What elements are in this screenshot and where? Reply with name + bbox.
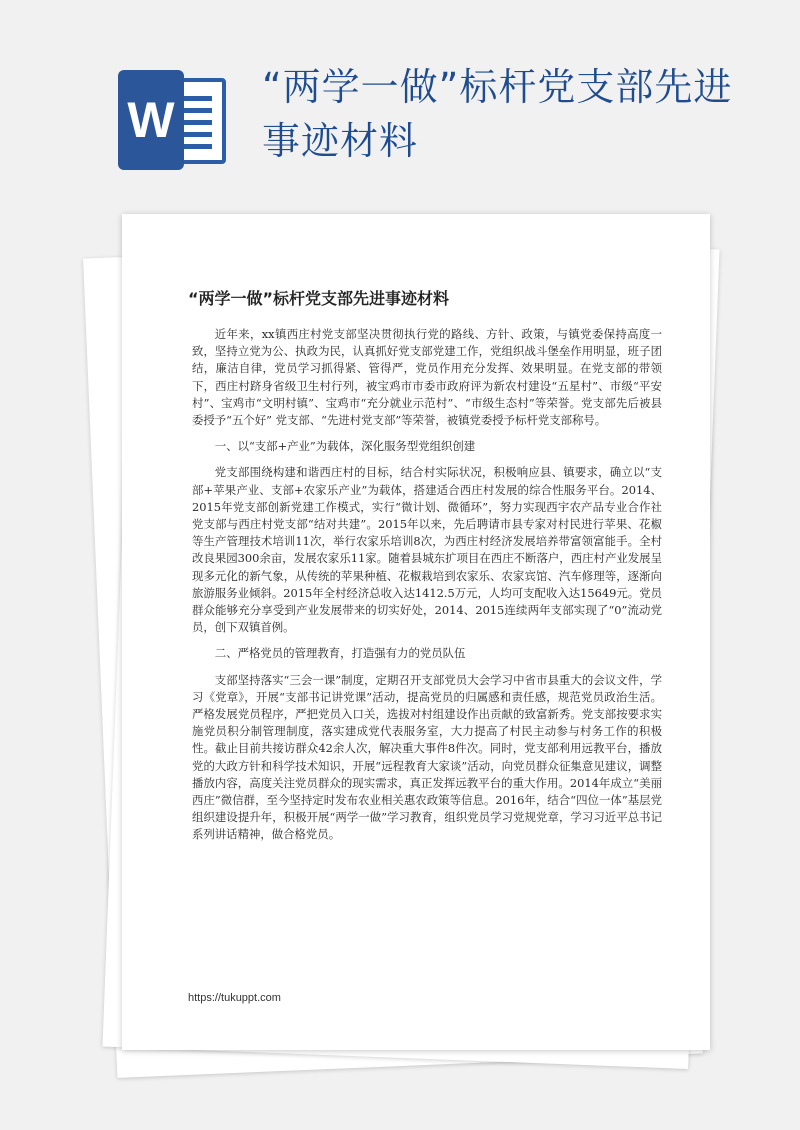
banner-title: “两学一做”标杆党支部先进事迹材料 [262, 65, 733, 163]
word-document-icon [118, 70, 226, 170]
banner [0, 0, 800, 190]
document-page [122, 214, 710, 1050]
section-heading-1: 一、以“支部+产业”为载体，深化服务型党组织创建 [214, 439, 476, 454]
document-body [192, 326, 662, 844]
paragraph-intro: 近年来，xx镇西庄村党支部坚决贯彻执行党的路线、方针、政策，与镇党委保持高度一致，坚持立党为公、执政为民，认真抓好党支部党建工作，党组织战斗堡垒作用明显，班子团结，廉洁自律，党员学习抓得紧、管得严，党员作用充分发挥、效果明显。在党支部的带领下，西庄村跻身省级卫生村行列，被宝鸡市市委市政府评为新农村建设“五星村”、市级“平安村”、宝鸡市“文明村镇”、宝鸡市“充分就业示范村”、“市级生态村”等荣誉。党支部先后被县委授予“五个好” 党支部、“先进村党支部”等荣誉，被镇党委授予标杆党支部称号。 [192, 327, 662, 428]
section-heading-2: 二、严格党员的管理教育，打造强有力的党员队伍 [214, 646, 466, 661]
word-badge: W [118, 70, 184, 170]
paragraph-section-1: 党支部围绕构建和谐西庄村的目标，结合村实际状况，积极响应县、镇要求，确立以“支部+苹果产业、支部+农家乐产业”为载体，搭建适合西庄村发展的综合性服务平台。2014、2015年党支部创新党建工作模式，实行“微计划、微循环”，努力实现西宇农产品专业合作社党支部与西庄村党支部“结对共建”。2015年以来，先后聘请市县专家对村民进行苹果、花椒等生产管理技术培训11次，举行农家乐培训8次，为西庄村经济发展培养带富领富能手。全村改良果园300余亩，发展农家乐11家。随着县城东扩项目在西庄不断落户，西庄村产业发展呈现多元化的新气象，从传统的苹果种植、花椒栽培到农家乐、农家宾馆、汽车修理等，逐渐向旅游服务业倾斜。2015年全村经济总收入达1412.5万元，人均可支配收入达15649元。党员群众能够充分享受到产业发展带来的切实好处，2014、2015连续两年支部实现了“0”流动党员，创下双镇首例。 [192, 465, 662, 635]
paragraph-section-2: 支部坚持落实“三会一课”制度，定期召开支部党员大会学习中省市县重大的会议文件，学习《党章》，开展“支部书记讲党课”活动，提高党员的归属感和责任感，规范党员政治生活。严格发展党员程序，严把党员入口关，选拔对村组建设作出贡献的致富新秀。党支部按要求实施党员积分制管理制度，落实建成党代表服务室，大力提高了村民主动参与村务工作的积极性。截止目前共接访群众42余人次，解决重大事件8件次。同时，党支部利用远教平台，播放党的大政方针和科学技术知识，开展“远程教育大家谈”活动，向党员群众征集意见建议，调整播放内容，高度关注党员群众的现实需求，真正发挥远教平台的重大作用。2014年成立“美丽西庄”微信群，至今坚持定时发布农业相关惠农政策等信息。2016年，结合“四位一体”基层党组织建设提升年，积极开展“两学一做”学习教育，组织党员学习党规党章，学习习近平总书记系列讲话精神，做合格党员。 [192, 672, 662, 842]
document-title: “两学一做”标杆党支部先进事迹材料 [188, 289, 450, 308]
footer-url: https://tukuppt.com [188, 992, 281, 1004]
